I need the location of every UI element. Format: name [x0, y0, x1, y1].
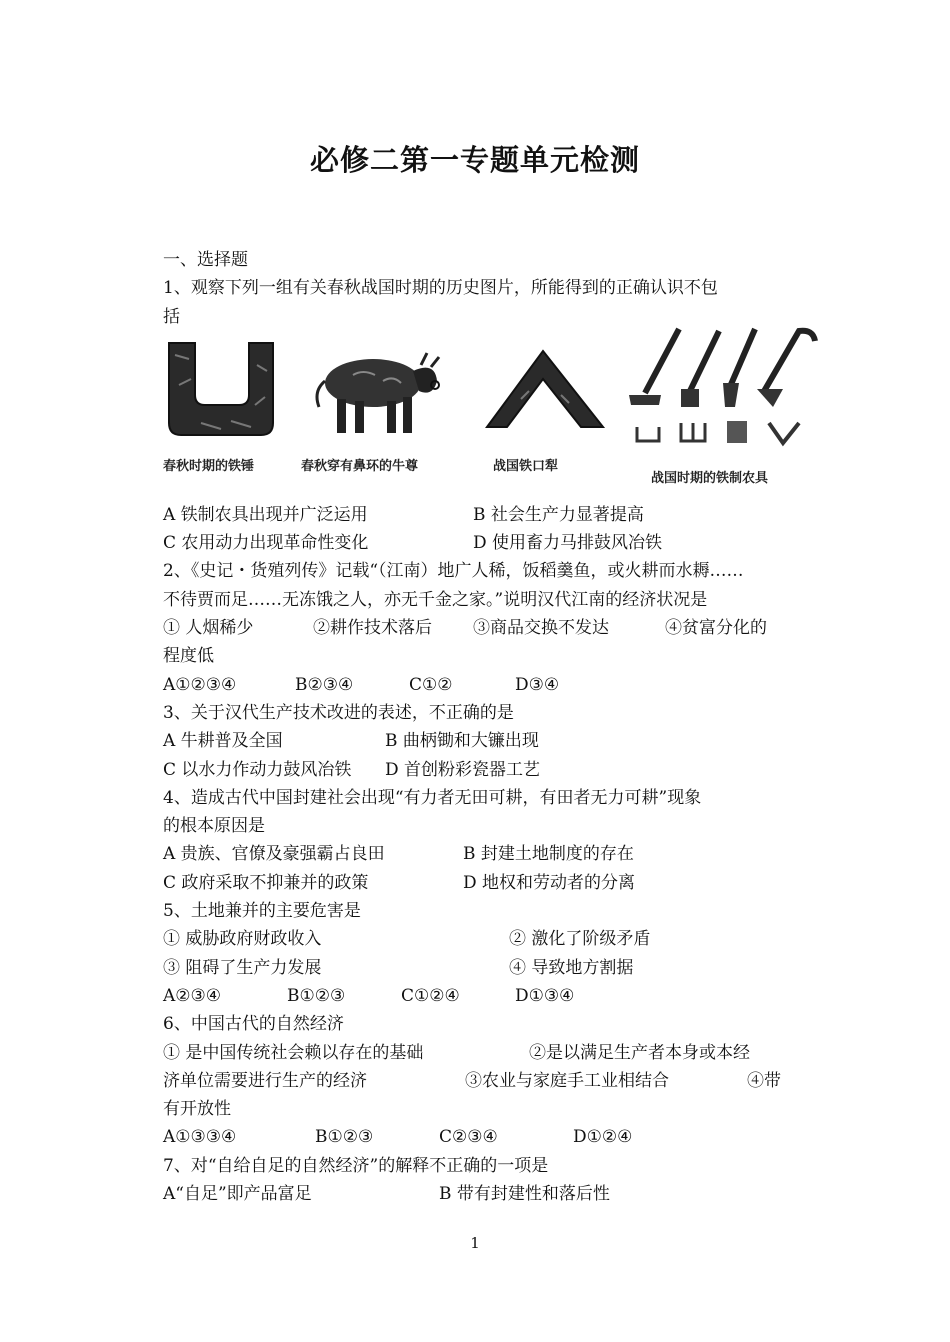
- q2-answer-a: A①②③④: [163, 674, 237, 695]
- q6-item-2-part2: 济单位需要进行生产的经济: [163, 1070, 367, 1091]
- page-number: 1: [470, 1234, 480, 1252]
- caption-iron-tools: 战国时期的铁制农具: [651, 470, 769, 486]
- q2-item-3: ③商品交换不发达: [473, 618, 609, 639]
- q5-answer-d: D①③④: [515, 985, 575, 1006]
- q6-items-row2: [163, 1067, 793, 1095]
- q1-option-b: B 社会生产力显著提高: [473, 504, 644, 525]
- q1-option-a: A 铁制农具出现并广泛运用: [163, 504, 368, 525]
- q6-items-row1: [163, 1039, 793, 1067]
- q2-stem-line2: 不待贾而足……无冻饿之人，亦无千金之家。”说明汉代江南的经济状况是: [163, 589, 708, 610]
- document-body: [163, 246, 793, 1208]
- q7-option-a: A“自足”即产品富足: [163, 1184, 312, 1205]
- q2-item4-cont: 程度低: [163, 646, 214, 667]
- q1-option-c: C 农用动力出现革命性变化: [163, 533, 369, 554]
- q4-options-row1: [163, 840, 793, 868]
- q3-options-row1: [163, 727, 793, 755]
- q5-item-3: ③ 阻碍了生产力发展: [163, 957, 322, 978]
- q3-option-a: A 牛耕普及全国: [163, 731, 283, 752]
- q4-stem-line1: 4、造成古代中国封建社会出现“有力者无田可耕，有田者无力可耕”现象: [163, 787, 702, 808]
- q6-item-3: ③农业与家庭手工业相结合: [465, 1070, 669, 1091]
- q7-option-b: B 带有封建性和落后性: [439, 1184, 610, 1205]
- q1-options-row1: [163, 501, 793, 529]
- q1-figures: [163, 333, 793, 493]
- q2-item-4: ④贫富分化的: [665, 618, 767, 639]
- q1-option-d: D 使用畜力马排鼓风冶铁: [473, 533, 663, 554]
- q6-item-4-part1: ④带: [747, 1070, 781, 1091]
- q6-answer-d: D①②④: [573, 1127, 633, 1148]
- q4-option-a: A 贵族、官僚及豪强霸占良田: [163, 844, 385, 865]
- q7-stem: 7、对“自给自足的自然经济”的解释不正确的一项是: [163, 1155, 549, 1176]
- document-title: 必修二第一专题单元检测: [309, 143, 640, 177]
- q6-answer-c: C②③④: [439, 1127, 498, 1148]
- q4-stem-line2: 的根本原因是: [163, 816, 265, 837]
- q6-item-1: ① 是中国传统社会赖以存在的基础: [163, 1042, 424, 1063]
- q1-stem-line2: 括: [163, 306, 180, 327]
- q2-item-1: ① 人烟稀少: [163, 618, 254, 639]
- q6-stem: 6、中国古代的自然经济: [163, 1014, 344, 1035]
- q3-option-d: D 首创粉彩瓷器工艺: [385, 759, 541, 780]
- q5-item-1: ① 威胁政府财政收入: [163, 929, 322, 950]
- q1-options-row2: [163, 529, 793, 557]
- q6-item-4-part2: 有开放性: [163, 1099, 231, 1120]
- q3-options-row2: [163, 756, 793, 784]
- q5-items-row2: [163, 954, 793, 982]
- section-heading: 一、选择题: [163, 250, 248, 270]
- q4-option-c: C 政府采取不抑兼并的政策: [163, 872, 369, 893]
- q2-answers-row: [163, 671, 793, 699]
- q6-item-2-part1: ②是以满足生产者本身或本经: [529, 1042, 750, 1063]
- q5-answer-a: A②③④: [163, 985, 221, 1006]
- q2-item-2: ②耕作技术落后: [313, 618, 432, 639]
- caption-iron-hammer: 春秋时期的铁锤: [163, 458, 255, 474]
- q2-answer-b: B②③④: [295, 674, 354, 695]
- q5-items-row1: [163, 925, 793, 953]
- q5-answer-c: C①②④: [401, 985, 460, 1006]
- q4-option-d: D 地权和劳动者的分离: [463, 872, 636, 893]
- q3-stem: 3、关于汉代生产技术改进的表述，不正确的是: [163, 702, 514, 723]
- caption-ox-zun: 春秋穿有鼻环的牛尊: [301, 458, 419, 474]
- iron-hammer-image: [161, 335, 281, 445]
- q5-answer-b: B①②③: [287, 985, 346, 1006]
- q6-answers-row: [163, 1123, 793, 1151]
- q3-option-b: B 曲柄锄和大镰出现: [385, 731, 539, 752]
- ox-zun-image: [303, 341, 443, 441]
- q5-answers-row: [163, 982, 793, 1010]
- q7-options-row1: [163, 1180, 793, 1208]
- q2-answer-d: D③④: [515, 674, 560, 695]
- q5-item-2: ② 激化了阶级矛盾: [509, 929, 651, 950]
- q2-items-row: [163, 614, 793, 642]
- q2-stem-line1: 2、《史记・货殖列传》记载“（江南）地广人稀，饭稻羹鱼，或火耕而水耨……: [163, 561, 744, 582]
- iron-tools-image: [623, 323, 823, 453]
- q3-option-c: C 以水力作动力鼓风冶铁: [163, 759, 352, 780]
- q6-answer-a: A①③③④: [163, 1127, 237, 1148]
- q1-stem-line1: 1、观察下列一组有关春秋战国时期的历史图片，所能得到的正确认识不包: [163, 278, 718, 299]
- q2-answer-c: C①②: [409, 674, 453, 695]
- q4-option-b: B 封建土地制度的存在: [463, 844, 634, 865]
- iron-plough-image: [481, 339, 611, 439]
- q5-stem: 5、土地兼并的主要危害是: [163, 901, 361, 922]
- caption-iron-plough: 战国铁口犁: [493, 458, 559, 474]
- q4-options-row2: [163, 869, 793, 897]
- q5-item-4: ④ 导致地方割据: [509, 957, 634, 978]
- q6-answer-b: B①②③: [315, 1127, 374, 1148]
